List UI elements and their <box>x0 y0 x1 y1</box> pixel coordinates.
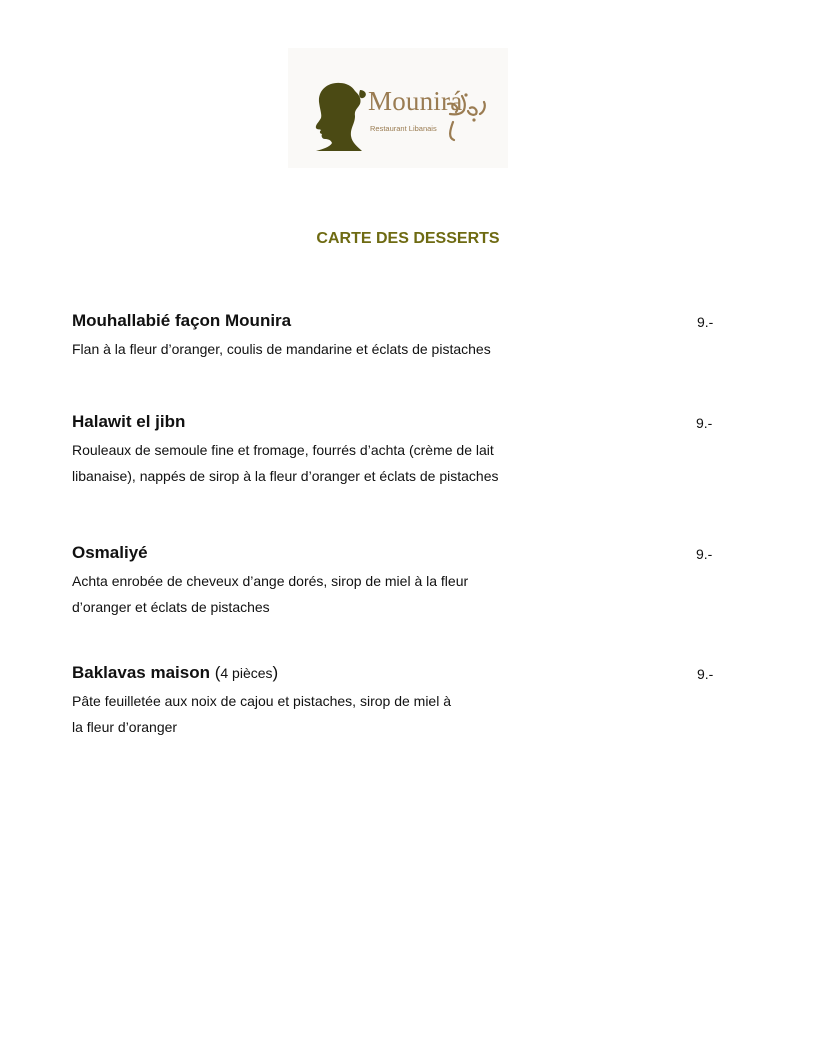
logo-subtitle: Restaurant Libanais <box>370 124 437 133</box>
item-price: 9.- <box>696 415 713 431</box>
item-name: Halawit el jibn <box>72 412 186 431</box>
dessert-item <box>72 662 732 740</box>
item-description: Flan à la fleur d’oranger, coulis de mandarine et éclats de pistaches <box>72 341 491 357</box>
item-price: 9.- <box>697 314 714 330</box>
item-note: 4 pièces <box>220 665 273 681</box>
item-name-row <box>72 662 732 684</box>
item-price: 9.- <box>697 666 714 682</box>
dessert-item <box>72 411 732 489</box>
item-name: Mouhallabié façon Mounira <box>72 311 292 330</box>
item-description: Achta enrobée de cheveux d’ange dorés, sirop de miel à la fleur d’oranger et éclats de pistaches <box>72 573 469 615</box>
item-description: Rouleaux de semoule fine et fromage, fourrés d’achta (crème de lait libanaise), nappés de sirop à la fleur d’oranger et éclats de pistaches <box>72 442 499 484</box>
page-title: CARTE DES DESSERTS <box>316 230 500 247</box>
restaurant-logo <box>288 48 508 168</box>
item-name: Baklavas maison <box>72 663 210 682</box>
item-note-open: ( <box>214 663 221 682</box>
dessert-item <box>72 542 732 620</box>
item-name: Osmaliyé <box>72 543 148 562</box>
item-price: 9.- <box>696 546 713 562</box>
logo-wordmark: Mounirá <box>368 86 463 116</box>
item-note-close: ) <box>272 663 279 682</box>
item-description: Pâte feuilletée aux noix de cajou et pistaches, sirop de miel à la fleur d’oranger <box>72 693 452 735</box>
dessert-item <box>72 310 732 362</box>
